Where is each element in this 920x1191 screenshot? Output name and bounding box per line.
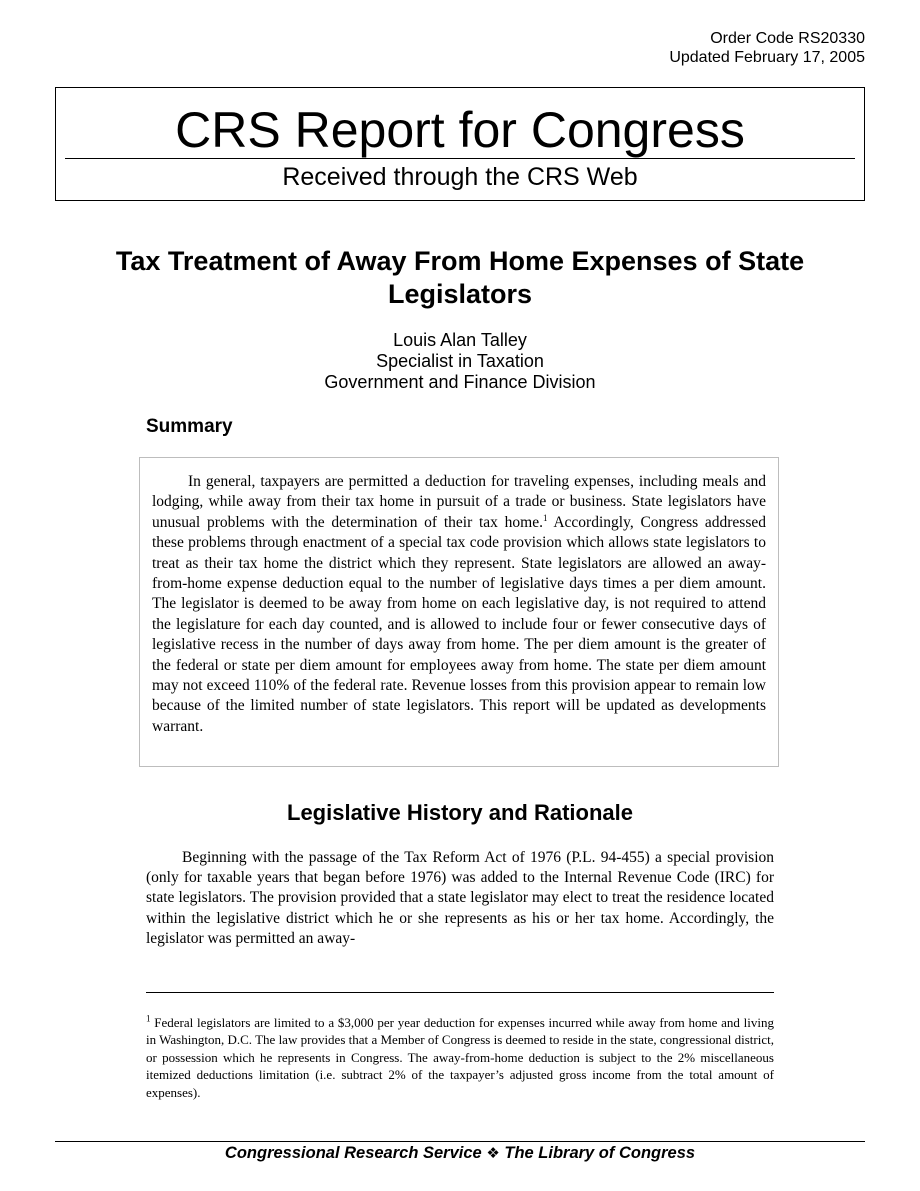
author-name: Louis Alan Talley (393, 330, 527, 350)
footer-loc: The Library of Congress (504, 1144, 696, 1162)
footnote-text: Federal legislators are limited to a $3,000 per year deduction for expenses incurred while away from home and living in Washington, D.C. The law provides that a Member of Congress is deemed to reside in the state, congressional district, or possession which he represents in Congress. The away-from-home deduction is subject to the 2% miscellaneous itemized deductions limitation (i.e. subtract 2% of the taxpayer’s adjusted gross income from the total amount of expenses). (146, 1015, 774, 1100)
summary-heading: Summary (146, 416, 233, 437)
banner-divider (65, 158, 855, 159)
summary-text-part1: In general, taxpayers are permitted a deduction for traveling expenses, including meals and lodging, while away from their tax home in pursuit of a trade or business. State legislators have unusual problems with the determination of their tax home. (152, 473, 766, 531)
body-paragraph: Beginning with the passage of the Tax Reform Act of 1976 (P.L. 94-455) a special provision (only for taxable years that began before 1976) was added to the Internal Revenue Code (IRC) for state legislators. The provision provided that a state legislator may elect to treat the residence located within the legislative district which he or she represents as his or her tax home. Accordingly, the legislator was permitted an away- (146, 849, 774, 947)
banner-subtitle: Received through the CRS Web (282, 163, 638, 191)
report-title: Tax Treatment of Away From Home Expenses of State Legislators (115, 246, 805, 309)
footnote-divider (146, 992, 774, 993)
banner-title: CRS Report for Congress (175, 102, 745, 158)
updated-date: Updated February 17, 2005 (669, 49, 865, 66)
footer-divider (55, 1141, 865, 1142)
author-block (160, 330, 760, 393)
diamond-separator-icon: ❖ (486, 1145, 500, 1162)
footnote-reference[interactable]: 1 (542, 512, 548, 523)
report-banner (55, 87, 865, 201)
author-division: Government and Finance Division (324, 372, 596, 392)
page-footer (0, 1143, 920, 1164)
summary-text-part2: Accordingly, Congress addressed these problems through enactment of a special tax code provision which allows state legislators to treat as their tax home the district which they represent. State legislators are allowed an away-from-home expense deduction equal to the number of legislative days times a per diem amount. The legislator is deemed to be away from home on each legislative day, is not required to attend the legislature for each day counted, and is allowed to include four or fewer consecutive days of legislative recess in the number of days away from home. The per diem amount is the greater of the federal or state per diem amount for employees away from home. The state per diem amount may not exceed 110% of the federal rate. Revenue losses from this provision appear to remain low because of the limited number of state legislators. This report will be updated as developments warrant. (152, 513, 766, 735)
order-code: Order Code RS20330 (710, 30, 865, 47)
section-heading: Legislative History and Rationale (287, 800, 633, 825)
author-title: Specialist in Taxation (376, 351, 544, 371)
footnote (146, 1014, 774, 1101)
footer-crs: Congressional Research Service (224, 1144, 482, 1162)
summary-box (139, 457, 779, 767)
summary-paragraph (152, 472, 766, 737)
order-info (669, 29, 865, 67)
footnote-marker: 1 (146, 1013, 151, 1024)
